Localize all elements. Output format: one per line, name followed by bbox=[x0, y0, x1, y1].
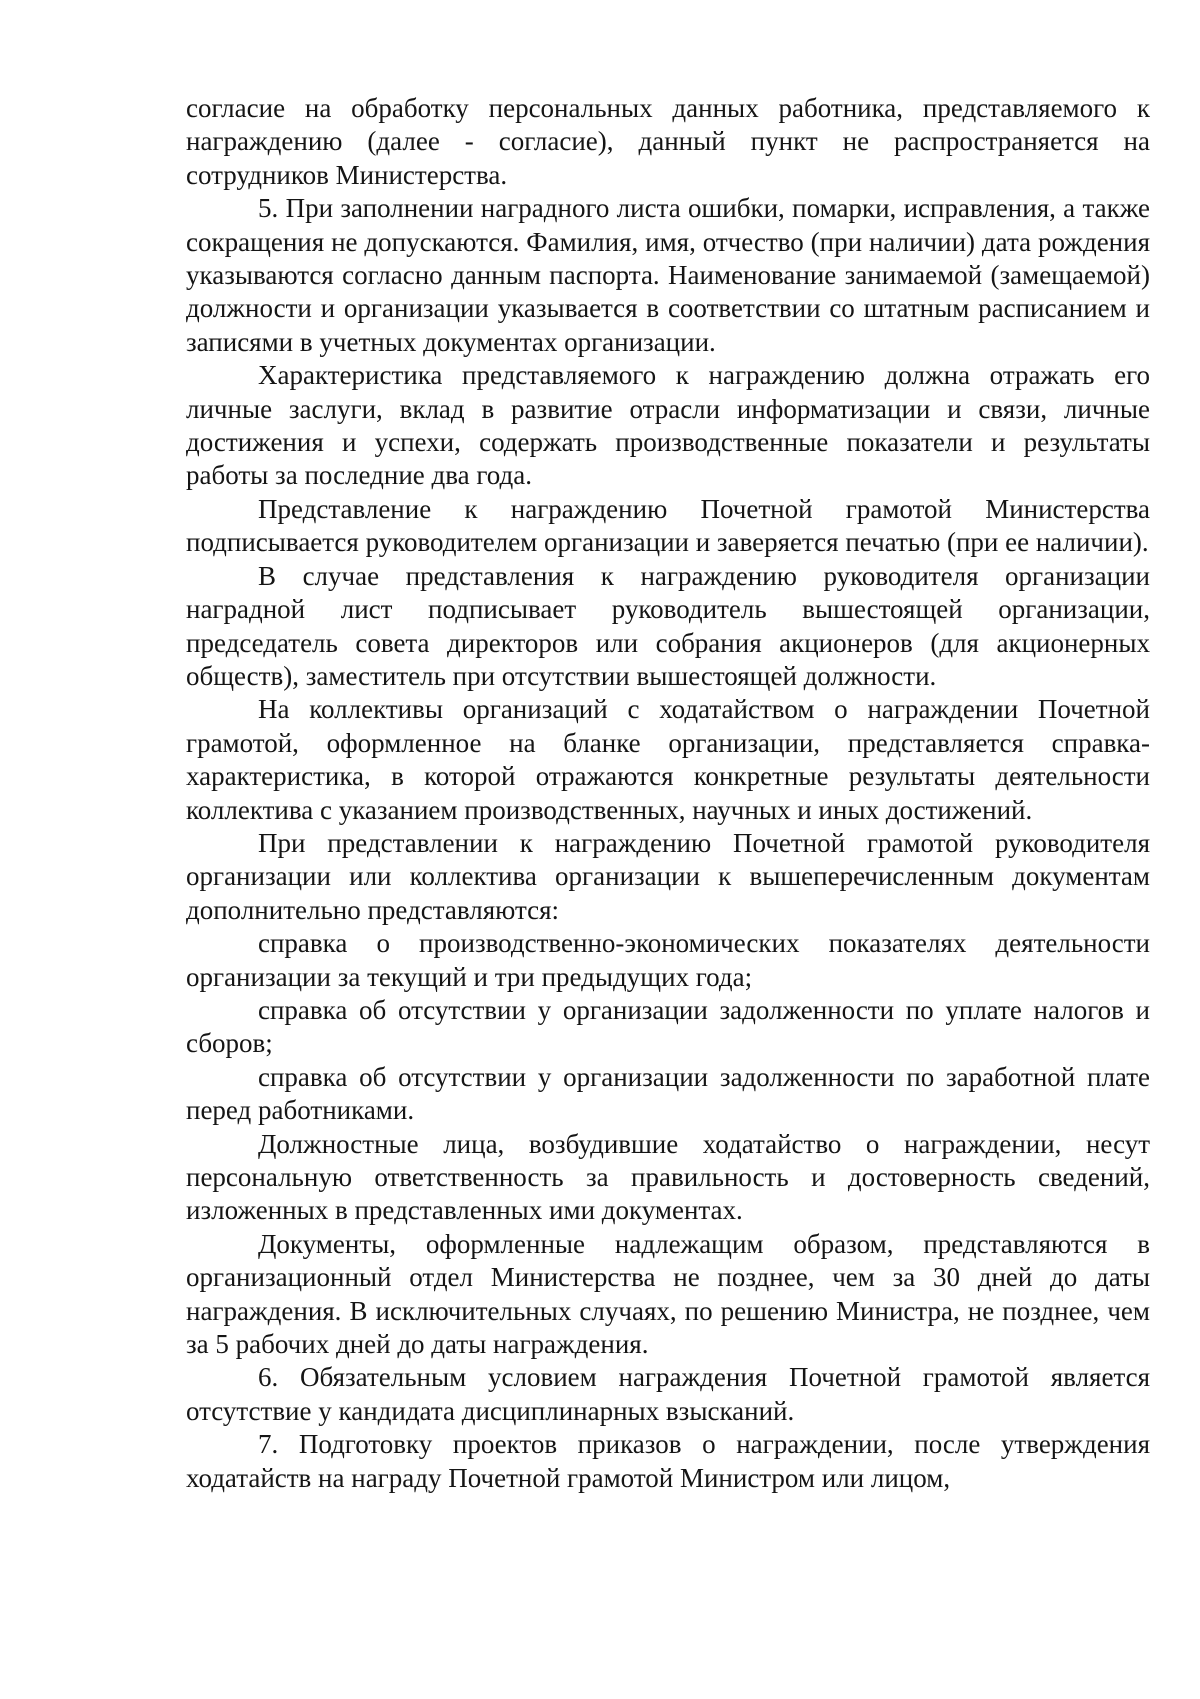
paragraph-additional-documents: При представлении к награждению Почетной грамотой руководителя организации или коллектива организации к вышеперечисленным документам дополнительно представляются: bbox=[186, 827, 1150, 925]
paragraph-officials-responsibility: Должностные лица, возбудившие ходатайство о награждении, несут персональную ответственность за правильность и достоверность сведений, изложенных в представленных ими документах. bbox=[186, 1128, 1150, 1226]
paragraph-item-6: 6. Обязательным условием награждения Почетной грамотой является отсутствие у кандидата дисциплинарных взысканий. bbox=[186, 1362, 1150, 1426]
paragraph-consent-continuation: согласие на обработку персональных данных работника, представляемого к награждению (далее - согласие), данный пункт не распространяется на сотрудников Министерства. bbox=[186, 93, 1150, 190]
list-item-economic-indicators: справка о производственно-экономических показателях деятельности организации за текущий и три предыдущих года; bbox=[186, 928, 1150, 992]
paragraph-characteristic: Характеристика представляемого к награждению должна отражать его личные заслуги, вклад в развитие отрасли информатизации и связи, личные достижения и успехи, содержать производственные показатели и результаты работы за последние два года. bbox=[186, 360, 1150, 491]
list-item-tax-debt: справка об отсутствии у организации задолженности по уплате налогов и сборов; bbox=[186, 994, 1150, 1059]
paragraph-submission-deadline: Документы, оформленные надлежащим образом, представляются в организационный отдел Министерства не позднее, чем за 30 дней до даты награждения. В исключительных случаях, по решению Министра, не позднее, чем за 5 рабочих дней до даты награждения. bbox=[186, 1228, 1150, 1360]
document-body bbox=[186, 92, 1150, 1495]
paragraph-submission-signature: Представление к награждению Почетной грамотой Министерства подписывается руководителем организации и заверяется печатью (при ее наличии). bbox=[186, 493, 1150, 558]
paragraph-head-nomination: В случае представления к награждению руководителя организации наградной лист подписывает руководитель вышестоящей организации, председатель совета директоров или собрания акционеров (для акционерных обществ), заместитель при отсутствии вышестоящей должности. bbox=[186, 560, 1150, 691]
paragraph-collectives: На коллективы организаций с ходатайством о награждении Почетной грамотой, оформленное на бланке организации, представляется справка-характеристика, в которой отражаются конкретные результаты деятельности коллектива с указанием производственных, научных и иных достижений. bbox=[186, 694, 1150, 825]
paragraph-item-5: 5. При заполнении наградного листа ошибки, помарки, исправления, а также сокращения не допускаются. Фамилия, имя, отчество (при наличии) дата рождения указываются согласно данным паспорта. Наименование занимаемой (замещаемой) должности и организации указывается в соответствии со штатным расписанием и записями в учетных документах организации. bbox=[186, 193, 1150, 357]
list-item-wage-debt: справка об отсутствии у организации задолженности по заработной плате перед работниками. bbox=[186, 1061, 1150, 1126]
paragraph-item-7: 7. Подготовку проектов приказов о награждении, после утверждения ходатайств на награду Почетной грамотой Министром или лицом, bbox=[186, 1429, 1150, 1493]
